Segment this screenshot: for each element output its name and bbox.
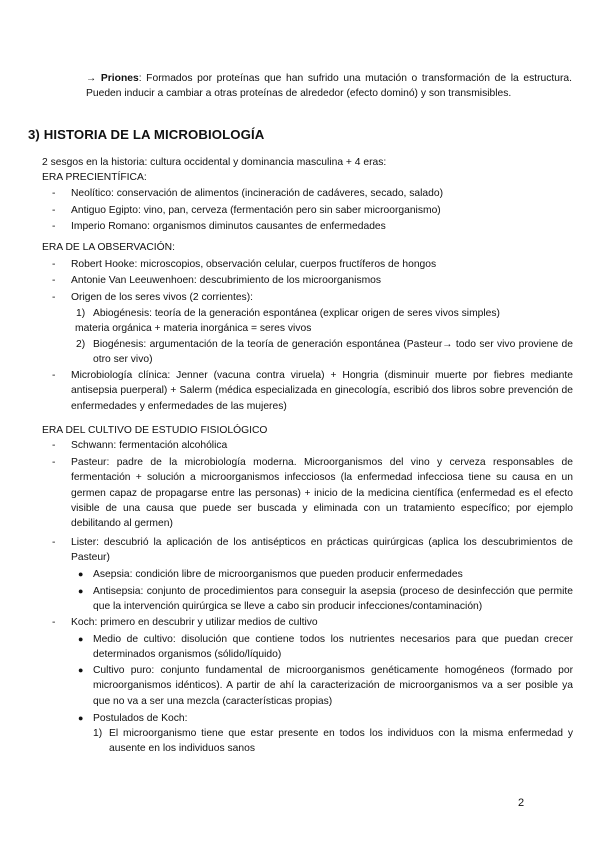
era-precientifica-title: ERA PRECIENTÍFICA: (42, 172, 147, 183)
priones-term: Priones (100, 73, 139, 84)
list-item: Imperio Romano: organismos diminutos causantes de enfermedades (71, 221, 386, 232)
numbering: 2) (76, 339, 86, 350)
materia-line: materia orgánica + materia inorgánica = seres vivos (75, 323, 312, 334)
dash-mark: - (52, 188, 56, 199)
bullet-mark: ● (78, 569, 84, 579)
dash-mark: - (52, 292, 56, 303)
medio-cultivo-item: Medio de cultivo: disolución que contiene todos los nutrientes necesarios para que puedan crecer determinados organismos (sólido/líquido) (93, 634, 573, 661)
dash-mark: - (52, 205, 56, 216)
list-item: Antonie Van Leeuwenhoen: descubrimiento de los microorganismos (71, 275, 382, 286)
list-item: Neolítico: conservación de alimentos (incineración de cadáveres, secado, salado) (71, 188, 444, 199)
bullet-mark: ● (78, 713, 84, 723)
bullet-mark: ● (78, 634, 84, 644)
list-item: Origen de los seres vivos (2 corrientes): (71, 292, 253, 303)
abiogenesis-item: Abiogénesis: teoría de la generación espontánea (explicar origen de seres vivos simples) (93, 308, 500, 319)
dash-mark: - (52, 440, 56, 451)
dash-mark: - (52, 617, 56, 628)
dash-mark: - (52, 457, 56, 468)
bullet-mark: ● (78, 665, 84, 675)
cultivo-puro-item: Cultivo puro: conjunto fundamental de microorganismos genéticamente homogéneos (formado por microorganismos idénticos). A partir de ahí la caracterización de microorganismos va a ser posible ya que no va a ser una mezcla (características propias) (93, 665, 573, 707)
list-item: Pasteur: padre de la microbiología moderna. Microorganismos del vino y cerveza responsables de fermentación + solución a microorganismos infecciosos (la enfermedad infecciosa tiene su causa en un germen capaz de propagarse entre las personas) + inicio de la medicina científica (enfermedad es el efecto visible de una causa que puede ser buscada y eliminada con un tratamiento específico; por ejemplo debilitando al germen) (71, 457, 573, 530)
list-item: Koch: primero en descubrir y utilizar medios de cultivo (71, 617, 318, 628)
list-item: Antiguo Egipto: vino, pan, cerveza (fermentación pero sin saber microorganismo) (71, 205, 441, 216)
list-item: Microbiología clínica: Jenner (vacuna contra viruela) + Hongria (disminuir muerte por fiebres mediante antisepsia puerperal) + Salerm (médica especializada en ginecología, escribió dos libros sobre prevención de enfermedades y enfermedades de las mujeres) (71, 370, 573, 412)
asepsia-item: Asepsia: condición libre de microorganismos que pueden producir enfermedades (93, 569, 463, 580)
postulado-1-item: El microorganismo tiene que estar presente en todos los individuos con la misma enfermedad y ausente en los individuos sanos (109, 728, 573, 755)
dash-mark: - (52, 221, 56, 232)
era-observacion-title: ERA DE LA OBSERVACIÓN: (42, 242, 175, 253)
dash-mark: - (52, 370, 56, 381)
list-item: Robert Hooke: microscopios, observación celular, cuerpos fructíferos de hongos (71, 259, 437, 270)
dash-mark: - (52, 275, 56, 286)
priones-paragraph (86, 71, 572, 102)
postulados-item: Postulados de Koch: (93, 713, 188, 724)
arrow-glyph: → (86, 73, 97, 84)
page-number: 2 (518, 797, 525, 809)
numbering: 1) (93, 728, 103, 739)
dash-mark: - (52, 537, 56, 548)
dash-mark: - (52, 259, 56, 270)
section-title: 3) HISTORIA DE LA MICROBIOLOGÍA (28, 127, 265, 142)
list-item: Schwann: fermentación alcohólica (71, 440, 228, 451)
biogenesis-item: Biogénesis: argumentación de la teoría de generación espontánea (Pasteur→ todo ser vivo proviene de otro ser vivo) (93, 339, 573, 366)
bullet-mark: ● (78, 586, 84, 596)
antisepsia-item: Antisepsia: conjunto de procedimientos para conseguir la asepsia (proceso de desinfección que permite que la intervención quirúrgica se lleve a cabo sin producir infecciones/contaminación) (93, 586, 573, 613)
list-item: Lister: descubrió la aplicación de los antisépticos en prácticas quirúrgicas (aplica los descubrimientos de Pasteur) (71, 537, 573, 564)
priones-text: : Formados por proteínas que han sufrido una mutación o transformación de la estructura. Pueden inducir a cambiar a otras proteínas de alrededor (efecto dominó) y son transmisibles. (86, 73, 572, 100)
numbering: 1) (76, 308, 86, 319)
era-cultivo-title: ERA DEL CULTIVO DE ESTUDIO FISIOLÓGICO (42, 425, 268, 436)
sesgos-line: 2 sesgos en la historia: cultura occidental y dominancia masculina + 4 eras: (42, 157, 387, 168)
